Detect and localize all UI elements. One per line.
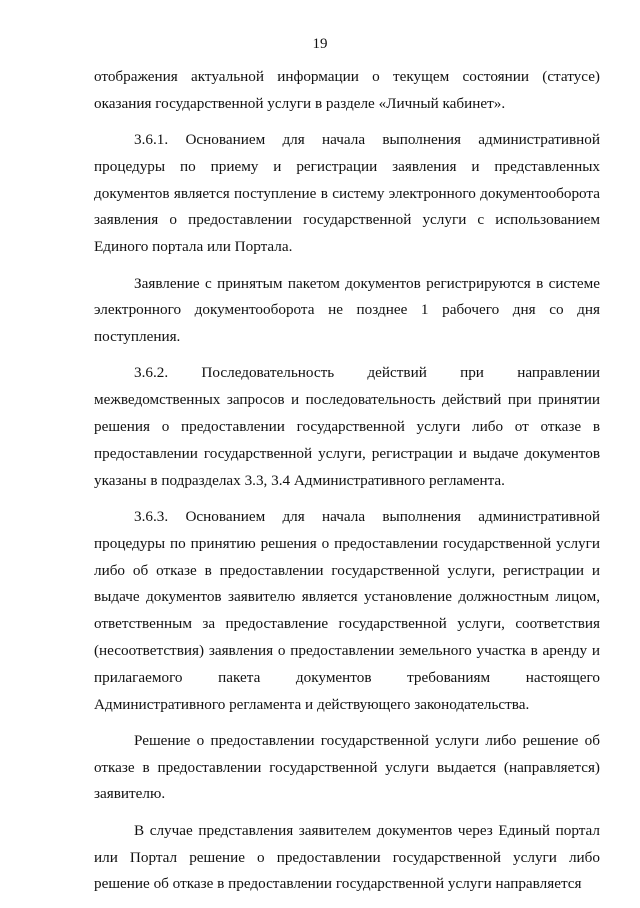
paragraph: 3.6.3. Основанием для начала выполнения административной процедуры по принятию решения о предоставлении государственной услуги либо об отказе в предоставлении государственной услуги, регистрации и выдаче документов заявителю является установление должностным лицом, ответственным за предоставление государственной услуги, соответствия (несоответствия) заявления о предоставлении земельного участка в аренду и прилагаемого пакета документов требованиям настоящего Административного регламента и действующего законодательства. (94, 507, 600, 713)
paragraph: 3.6.1. Основанием для начала выполнения административной процедуры по приему и регистрации заявления и представленных документов является поступление в систему электронного документооборота заявления о предоставлении государственной услуги с использованием Единого портала или Портала. (94, 131, 600, 256)
paragraph: В случае представления заявителем документов через Единый портал или Портал решение о предоставлении государственной услуги либо решение об отказе в предоставлении государственной услуги направляется (94, 821, 600, 893)
paragraph: отображения актуальной информации о текущем состоянии (статусе) оказания государственной услуги в разделе «Личный кабинет». (94, 68, 600, 112)
paragraph: 3.6.2. Последовательность действий при направлении межведомственных запросов и последовательность действий при принятии решения о предоставлении государственной услуги либо от отказе в предоставлении государственной услуги, регистрации и выдаче документов указаны в подразделах 3.3, 3.4 Административного регламента. (94, 364, 600, 489)
paragraph: Решение о предоставлении государственной услуги либо решение об отказе в предоставлении государственной услуги выдается (направляется) заявителю. (94, 731, 600, 803)
paragraph: Заявление с принятым пакетом документов регистрируются в системе электронного документооборота не позднее 1 рабочего дня со дня поступления. (94, 274, 600, 346)
document-body (94, 64, 600, 908)
page-number: 19 (312, 36, 328, 52)
